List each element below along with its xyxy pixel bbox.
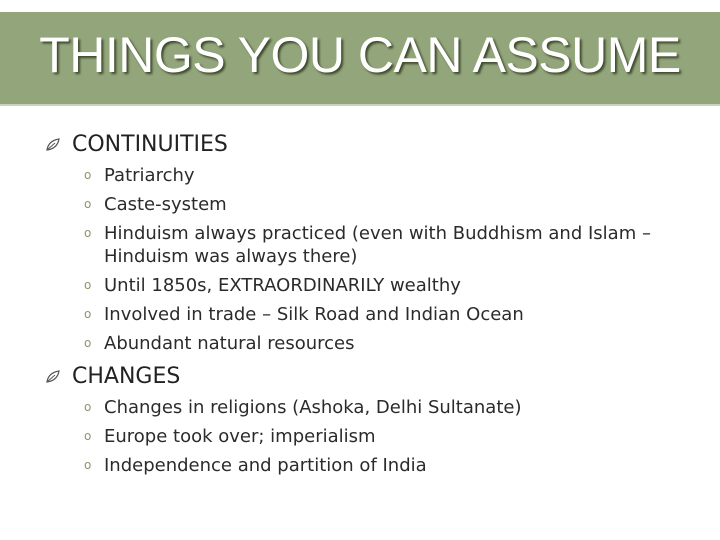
list-item-text: Caste-system bbox=[104, 194, 227, 215]
section-heading-label: CONTINUITIES bbox=[72, 132, 228, 157]
circle-outline-icon: o bbox=[84, 429, 92, 443]
list-item-text: Independence and partition of India bbox=[104, 455, 427, 476]
list-item-text: Changes in religions (Ashoka, Delhi Sultanate) bbox=[104, 397, 522, 418]
circle-outline-icon: o bbox=[84, 458, 92, 472]
leaf-icon bbox=[46, 370, 60, 384]
leaf-icon bbox=[46, 138, 60, 152]
list-item-text: Hinduism always practiced (even with Buddhism and Islam – Hinduism was always there) bbox=[104, 223, 651, 267]
circle-outline-icon: o bbox=[84, 400, 92, 414]
list-item-text: Abundant natural resources bbox=[104, 333, 355, 354]
circle-outline-icon: o bbox=[84, 307, 92, 321]
list-item-text: Europe took over; imperialism bbox=[104, 426, 376, 447]
circle-outline-icon: o bbox=[84, 168, 92, 182]
slide-title: THINGS YOU CAN ASSUME bbox=[39, 27, 681, 83]
section-heading-label: CHANGES bbox=[72, 364, 181, 389]
list-item-text: Patriarchy bbox=[104, 165, 195, 186]
title-divider bbox=[0, 104, 720, 106]
circle-outline-icon: o bbox=[84, 336, 92, 350]
circle-outline-icon: o bbox=[84, 197, 92, 211]
title-area bbox=[0, 0, 720, 113]
circle-outline-icon: o bbox=[84, 226, 92, 240]
circle-outline-icon: o bbox=[84, 278, 92, 292]
list-item-text: Until 1850s, EXTRAORDINARILY wealthy bbox=[104, 275, 461, 296]
list-item-text: Involved in trade – Silk Road and Indian Ocean bbox=[104, 304, 524, 325]
